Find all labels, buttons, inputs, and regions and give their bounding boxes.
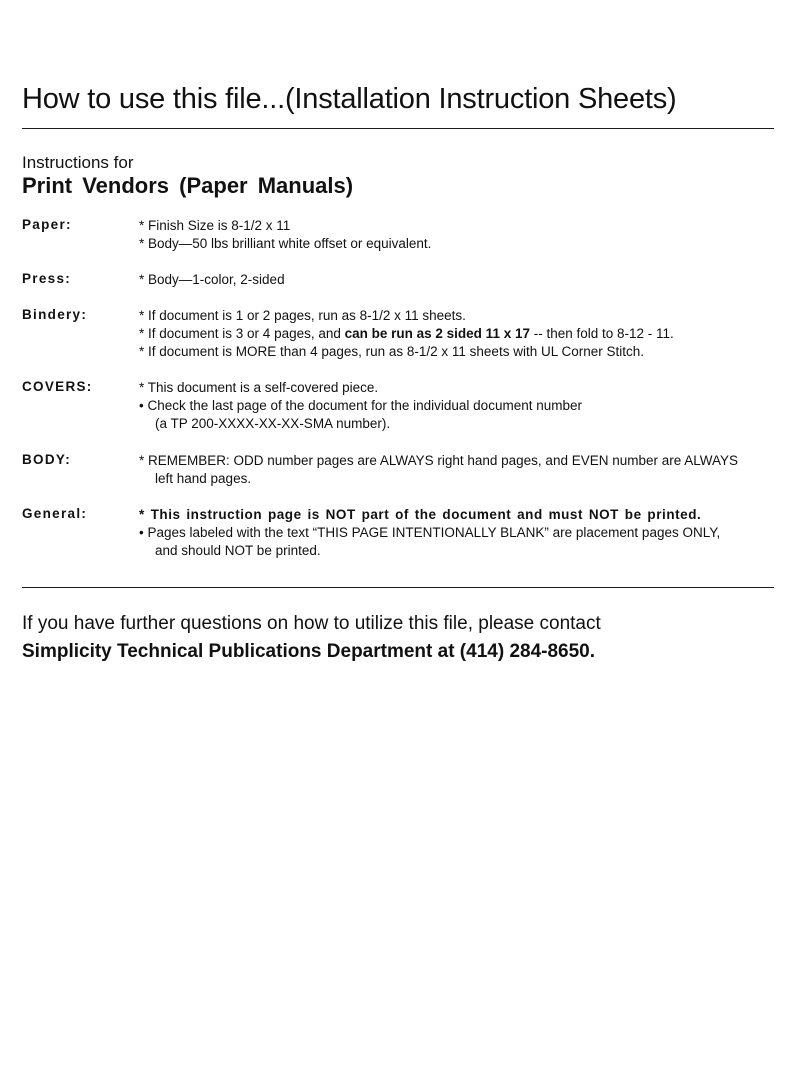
general-line: • Pages labeled with the text “THIS PAGE INTENTIONALLY BLANK” are placement pages ONLY, bbox=[139, 525, 721, 540]
bindery-line: * If document is MORE than 4 pages, run as 8-1/2 x 11 sheets with UL Corner Stitch. bbox=[139, 344, 644, 359]
press-lines bbox=[139, 271, 779, 289]
general-line: * This instruction page is NOT part of the document and must NOT be printed. bbox=[139, 507, 702, 522]
paper-line: * Finish Size is 8-1/2 x 11 bbox=[139, 218, 291, 233]
body-line: left hand pages. bbox=[155, 471, 252, 486]
bindery-lines bbox=[139, 307, 779, 361]
paper-lines bbox=[139, 217, 779, 253]
top-divider bbox=[22, 128, 774, 129]
covers-line: • Check the last page of the document for the individual document number bbox=[139, 398, 582, 413]
bindery-label: Bindery: bbox=[22, 307, 88, 322]
general-lines bbox=[139, 506, 779, 560]
covers-line: * This document is a self-covered piece. bbox=[139, 380, 379, 395]
bindery-line2-start: * If document is 3 or 4 pages, and bbox=[139, 326, 345, 341]
contact-prompt: If you have further questions on how to utilize this file, please contact bbox=[22, 613, 601, 634]
bindery-line2-emphasis: can be run as 2 sided 11 x 17 bbox=[344, 326, 530, 341]
bottom-divider bbox=[22, 587, 774, 588]
press-line: * Body—1-color, 2-sided bbox=[139, 272, 285, 287]
covers-line: (a TP 200-XXXX-XX-XX-SMA number). bbox=[155, 416, 391, 431]
body-line: * REMEMBER: ODD number pages are ALWAYS right hand pages, and EVEN number are ALWAYS bbox=[139, 453, 739, 468]
bindery-line bbox=[139, 325, 779, 343]
covers-label: COVERS: bbox=[22, 379, 93, 394]
paper-line: * Body—50 lbs brilliant white offset or equivalent. bbox=[139, 236, 432, 251]
contact-department: Simplicity Technical Publications Department at (414) 284-8650. bbox=[22, 641, 596, 662]
covers-lines bbox=[139, 379, 779, 433]
body-lines bbox=[139, 452, 779, 488]
general-label: General: bbox=[22, 506, 88, 521]
bindery-line: * If document is 1 or 2 pages, run as 8-1/2 x 11 sheets. bbox=[139, 308, 466, 323]
body-label: BODY: bbox=[22, 452, 71, 467]
instructions-subhead: Instructions for bbox=[22, 153, 134, 172]
page-title: How to use this file...(Installation Instruction Sheets) bbox=[22, 83, 677, 115]
print-vendors-heading: Print Vendors (Paper Manuals) bbox=[22, 173, 354, 198]
press-label: Press: bbox=[22, 271, 72, 286]
general-line: and should NOT be printed. bbox=[155, 543, 321, 558]
paper-label: Paper: bbox=[22, 217, 72, 232]
bindery-line2-end: -- then fold to 8-12 - 11. bbox=[529, 326, 674, 341]
